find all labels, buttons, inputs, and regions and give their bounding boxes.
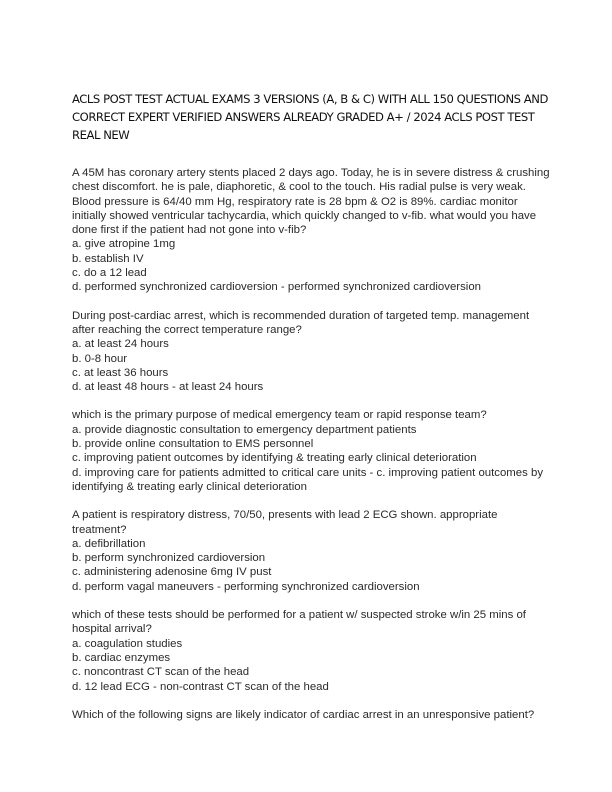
question-1 bbox=[72, 166, 550, 295]
answer-option-a: a. coagulation studies bbox=[72, 637, 183, 650]
answer-option-d: d. perform vagal maneuvers - performing synchronized cardioversion bbox=[72, 580, 420, 593]
answer-option-b: b. cardiac enzymes bbox=[72, 651, 171, 664]
question-2 bbox=[72, 309, 550, 395]
answer-option-d: d. 12 lead ECG - non-contrast CT scan of the head bbox=[72, 680, 329, 693]
question-text: Which of the following signs are likely indicator of cardiac arrest in an unresponsive patient? bbox=[72, 708, 535, 721]
answer-options bbox=[72, 537, 550, 594]
answer-option-a: a. provide diagnostic consultation to emergency department patients bbox=[72, 423, 417, 436]
question-text: A patient is respiratory distress, 70/50, presents with lead 2 ECG shown. appropriate treatment? bbox=[72, 509, 498, 536]
question-list bbox=[72, 166, 550, 736]
answer-option-a: a. defibrillation bbox=[72, 537, 146, 550]
question-text: which of these tests should be performed for a patient w/ suspected stroke w/in 25 mins of hospital arrival? bbox=[72, 609, 526, 636]
answer-options bbox=[72, 423, 550, 494]
question-text: which is the primary purpose of medical emergency team or rapid response team? bbox=[72, 409, 487, 422]
question-4 bbox=[72, 508, 550, 594]
answer-options bbox=[72, 637, 550, 694]
answer-option-a: a. at least 24 hours bbox=[72, 338, 169, 351]
answer-option-a: a. give atropine 1mg bbox=[72, 238, 176, 251]
answer-option-d: d. at least 48 hours - at least 24 hours bbox=[72, 381, 264, 394]
answer-option-b: b. perform synchronized cardioversion bbox=[72, 552, 266, 565]
question-text: A 45M has coronary artery stents placed 2 days ago. Today, he is in severe distress & crushing chest discomfort. he is pale, diaphoretic, & cool to the touch. His radial pulse is very weak. Blood pressure is 64/40 mm Hg, respiratory rate is 28 bpm & O2 is 89%. cardiac monitor initially showed ventricular tachycardia, which quickly changed to v-fib. what would you have done first if the patient had not gone into v-fib? bbox=[72, 167, 550, 237]
answer-option-c: c. do a 12 lead bbox=[72, 267, 147, 280]
answer-option-c: c. noncontrast CT scan of the head bbox=[72, 666, 250, 679]
document-title: ACLS POST TEST ACTUAL EXAMS 3 VERSIONS (A, B & C) WITH ALL 150 QUESTIONS AND CORRECT EXPERT VERIFIED ANSWERS ALREADY GRADED A+ / 2024 ACLS POST TEST REAL NEW bbox=[72, 92, 548, 142]
answer-option-c: c. improving patient outcomes by identifying & treating early clinical deterioration bbox=[72, 452, 477, 465]
question-text: During post-cardiac arrest, which is recommended duration of targeted temp. management after reaching the correct temperature range? bbox=[72, 309, 530, 336]
question-3 bbox=[72, 408, 550, 494]
answer-option-c: c. at least 36 hours bbox=[72, 366, 169, 379]
answer-option-b: b. provide online consultation to EMS personnel bbox=[72, 438, 314, 451]
answer-options bbox=[72, 337, 550, 394]
answer-option-b: b. establish IV bbox=[72, 252, 144, 265]
answer-options bbox=[72, 237, 550, 294]
question-6 bbox=[72, 708, 550, 722]
answer-option-d: d. improving care for patients admitted to critical care units - c. improving patient outcomes by identifying & treating early clinical deterioration bbox=[72, 466, 544, 493]
question-5 bbox=[72, 608, 550, 694]
answer-option-c: c. administering adenosine 6mg IV pust bbox=[72, 566, 272, 579]
answer-option-d: d. performed synchronized cardioversion - performed synchronized cardioversion bbox=[72, 281, 481, 294]
answer-option-b: b. 0-8 hour bbox=[72, 352, 128, 365]
